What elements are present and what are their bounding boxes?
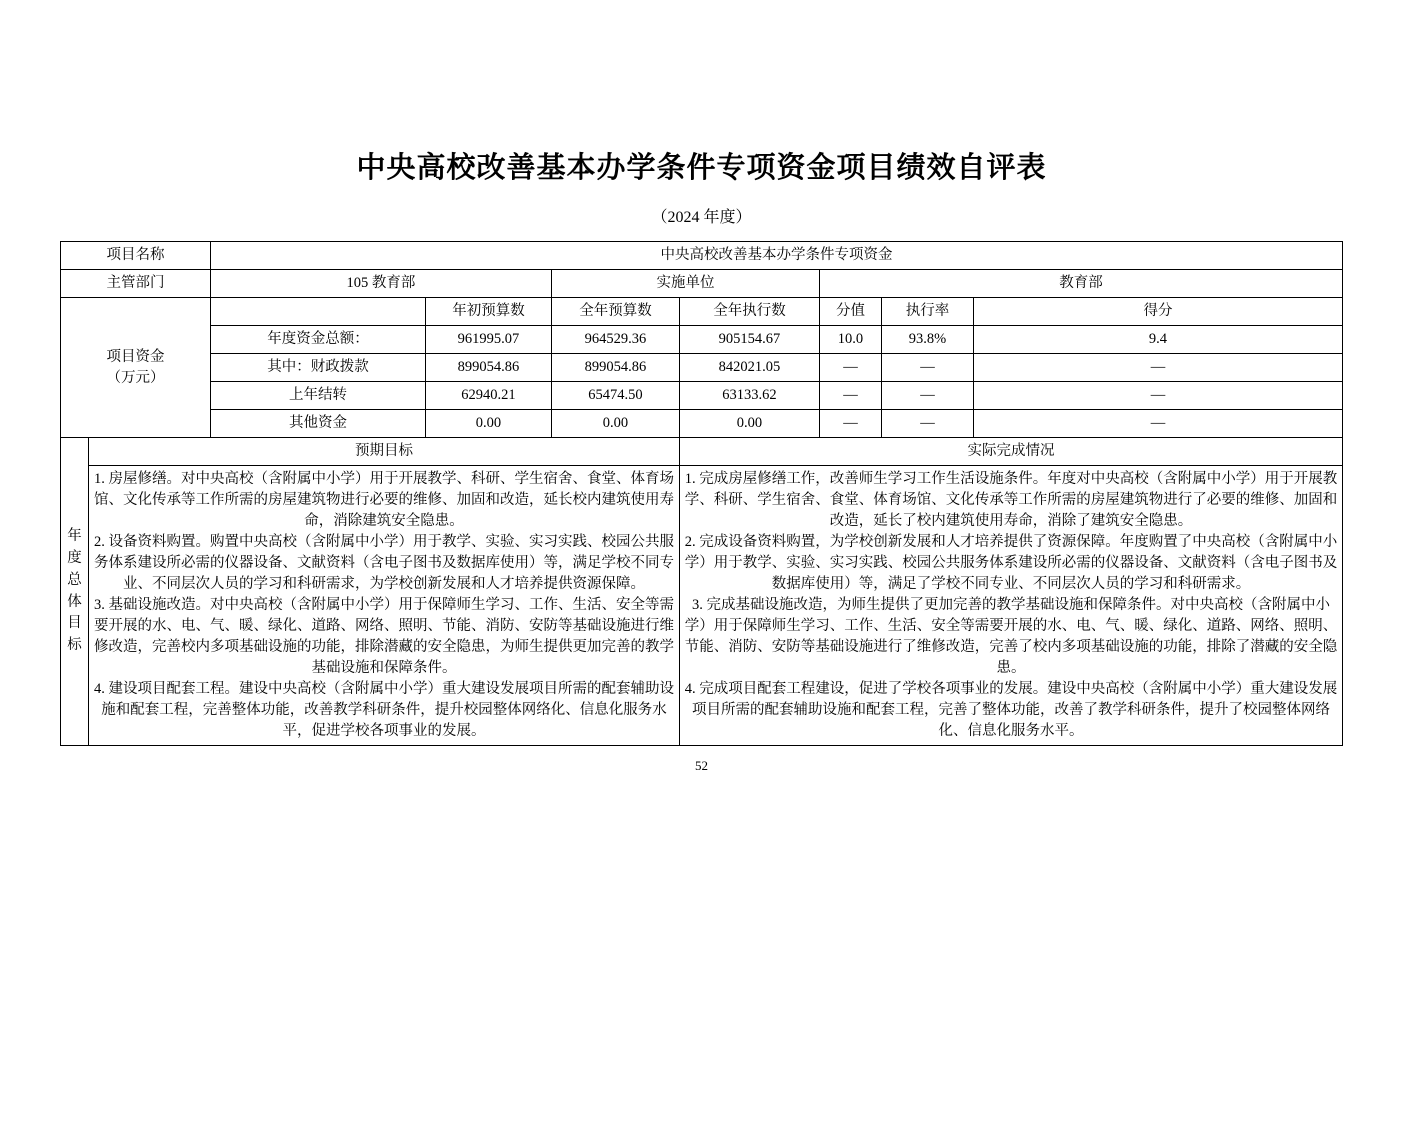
fund-header-execution-rate: 执行率	[881, 298, 973, 326]
table-row-project-name	[60, 242, 1342, 270]
fund-row-initial-budget: 961995.07	[425, 326, 551, 354]
fund-row-annual-budget: 0.00	[551, 410, 679, 438]
goals-side-label-char: 度	[67, 550, 82, 567]
fund-row-annual-executed: 905154.67	[679, 326, 819, 354]
page-title: 中央高校改善基本办学条件专项资金项目绩效自评表	[356, 152, 1047, 184]
goal-paragraph: 4. 完成项目配套工程建设，促进了学校各项事业的发展。建设中央高校（含附属中小学）重大建设发展项目所需的配套辅助设施和配套工程，完善了整体功能，改善了教学科研条件，提升了校园整体网络化、信息化服务水平。	[684, 681, 1338, 740]
department-label: 主管部门	[60, 270, 210, 298]
goal-paragraph: 3. 基础设施改造。对中央高校（含附属中小学）用于保障师生学习、工作、生活、安全等需要开展的水、电、气、暖、绿化、道路、网络、照明、节能、消防、安防等基础设施进行维修改造，完善校内多项基础设施的功能，排除潜藏的安全隐患，为师生提供更加完善的教学基础设施和保障条件。	[93, 597, 674, 677]
fund-row-initial-budget: 62940.21	[425, 382, 551, 410]
fund-section-label-text: 项目资金	[106, 348, 165, 365]
goal-paragraph: 1. 完成房屋修缮工作，改善师生学习工作生活设施条件。年度对中央高校（含附属中小学）用于开展教学、科研、学生宿舍、食堂、体育场馆、文化传承等工作所需的房屋建筑物进行了必要的维修、加固和改造，延长了校内建筑使用寿命，消除了建筑安全隐患。	[684, 471, 1338, 530]
goals-side-label-char: 年	[67, 528, 82, 545]
fund-row-score-value: —	[819, 382, 881, 410]
performance-table	[60, 241, 1343, 746]
table-row	[60, 354, 1342, 382]
table-row	[60, 326, 1342, 354]
goal-paragraph: 1. 房屋修缮。对中央高校（含附属中小学）用于开展教学、科研、学生宿舍、食堂、体育场馆、文化传承等工作所需的房屋建筑物进行必要的维修、加固和改造，延长校内建筑使用寿命，消除建筑安全隐患。	[93, 471, 674, 530]
table-row-goal-body	[60, 466, 1342, 746]
fund-row-execution-rate: 93.8%	[881, 326, 973, 354]
goals-side-label-char: 目	[67, 615, 82, 632]
department-value: 105 教育部	[210, 270, 551, 298]
fund-row-annual-budget: 964529.36	[551, 326, 679, 354]
actual-result-text	[679, 466, 1342, 746]
goals-side-label	[60, 438, 88, 746]
fund-row-label: 其他资金	[210, 410, 425, 438]
fund-row-score-value: 10.0	[819, 326, 881, 354]
goals-side-label-char: 体	[67, 593, 82, 610]
fund-row-execution-rate: —	[881, 354, 973, 382]
goal-paragraph: 3. 完成基础设施改造，为师生提供了更加完善的教学基础设施和保障条件。对中央高校（含附属中小学）用于保障师生学习、工作、生活、安全等需要开展的水、电、气、暖、绿化、道路、网络、照明、节能、消防、安防等基础设施进行了维修改造，完善了校内多项基础设施的功能，排除了潜藏的安全隐患。	[684, 597, 1338, 677]
table-row-fund-header	[60, 298, 1342, 326]
project-name-value: 中央高校改善基本办学条件专项资金	[210, 242, 1342, 270]
fund-row-score: —	[973, 354, 1342, 382]
goals-side-label-char: 标	[67, 637, 82, 654]
table-row-department	[60, 270, 1342, 298]
fund-row-annual-executed: 0.00	[679, 410, 819, 438]
fund-header-initial-budget: 年初预算数	[425, 298, 551, 326]
fund-row-initial-budget: 899054.86	[425, 354, 551, 382]
fund-header-score-value: 分值	[819, 298, 881, 326]
fund-section-label	[60, 298, 210, 438]
unit-value: 教育部	[819, 270, 1342, 298]
table-row	[60, 382, 1342, 410]
page-subtitle: （2024 年度）	[651, 209, 752, 226]
fund-header-annual-budget: 全年预算数	[551, 298, 679, 326]
goal-paragraph: 4. 建设项目配套工程。建设中央高校（含附属中小学）重大建设发展项目所需的配套辅助设施和配套工程，完善整体功能，改善教学科研条件，提升校园整体网络化、信息化服务水平，促进学校各项事业的发展。	[93, 681, 674, 740]
fund-row-label: 其中：财政拨款	[210, 354, 425, 382]
goal-paragraph: 2. 设备资料购置。购置中央高校（含附属中小学）用于教学、实验、实习实践、校园公共服务体系建设所必需的仪器设备、文献资料（含电子图书及数据库使用）等，满足学校不同专业、不同层次人员的学习和科研需求，为学校创新发展和人才培养提供资源保障。	[93, 534, 674, 593]
goals-side-label-char: 总	[67, 571, 82, 588]
document-page	[0, 145, 1403, 1137]
expected-goal-text	[88, 466, 679, 746]
fund-header-blank	[210, 298, 425, 326]
project-name-label: 项目名称	[60, 242, 210, 270]
fund-header-score: 得分	[973, 298, 1342, 326]
fund-row-score-value: —	[819, 354, 881, 382]
goal-paragraph: 2. 完成设备资料购置，为学校创新发展和人才培养提供了资源保障。年度购置了中央高校（含附属中小学）用于教学、实验、实习实践、校园公共服务体系建设所必需的仪器设备、文献资料（含电子图书及数据库使用）等，满足了学校不同专业、不同层次人员的学习和科研需求。	[684, 534, 1338, 593]
fund-row-execution-rate: —	[881, 410, 973, 438]
expected-goal-header: 预期目标	[88, 438, 679, 466]
fund-row-label: 年度资金总额：	[210, 326, 425, 354]
unit-label: 实施单位	[551, 270, 819, 298]
fund-row-annual-budget: 65474.50	[551, 382, 679, 410]
fund-header-annual-executed: 全年执行数	[679, 298, 819, 326]
fund-row-annual-executed: 842021.05	[679, 354, 819, 382]
fund-row-execution-rate: —	[881, 382, 973, 410]
fund-row-annual-budget: 899054.86	[551, 354, 679, 382]
fund-row-initial-budget: 0.00	[425, 410, 551, 438]
fund-row-score-value: —	[819, 410, 881, 438]
table-row-goal-headers	[60, 438, 1342, 466]
fund-row-label: 上年结转	[210, 382, 425, 410]
actual-result-header: 实际完成情况	[679, 438, 1342, 466]
fund-section-label-unit: （万元）	[106, 369, 165, 386]
table-row	[60, 410, 1342, 438]
page-number: 52	[695, 758, 708, 774]
fund-row-annual-executed: 63133.62	[679, 382, 819, 410]
fund-row-score: 9.4	[973, 326, 1342, 354]
fund-row-score: —	[973, 382, 1342, 410]
fund-row-score: —	[973, 410, 1342, 438]
